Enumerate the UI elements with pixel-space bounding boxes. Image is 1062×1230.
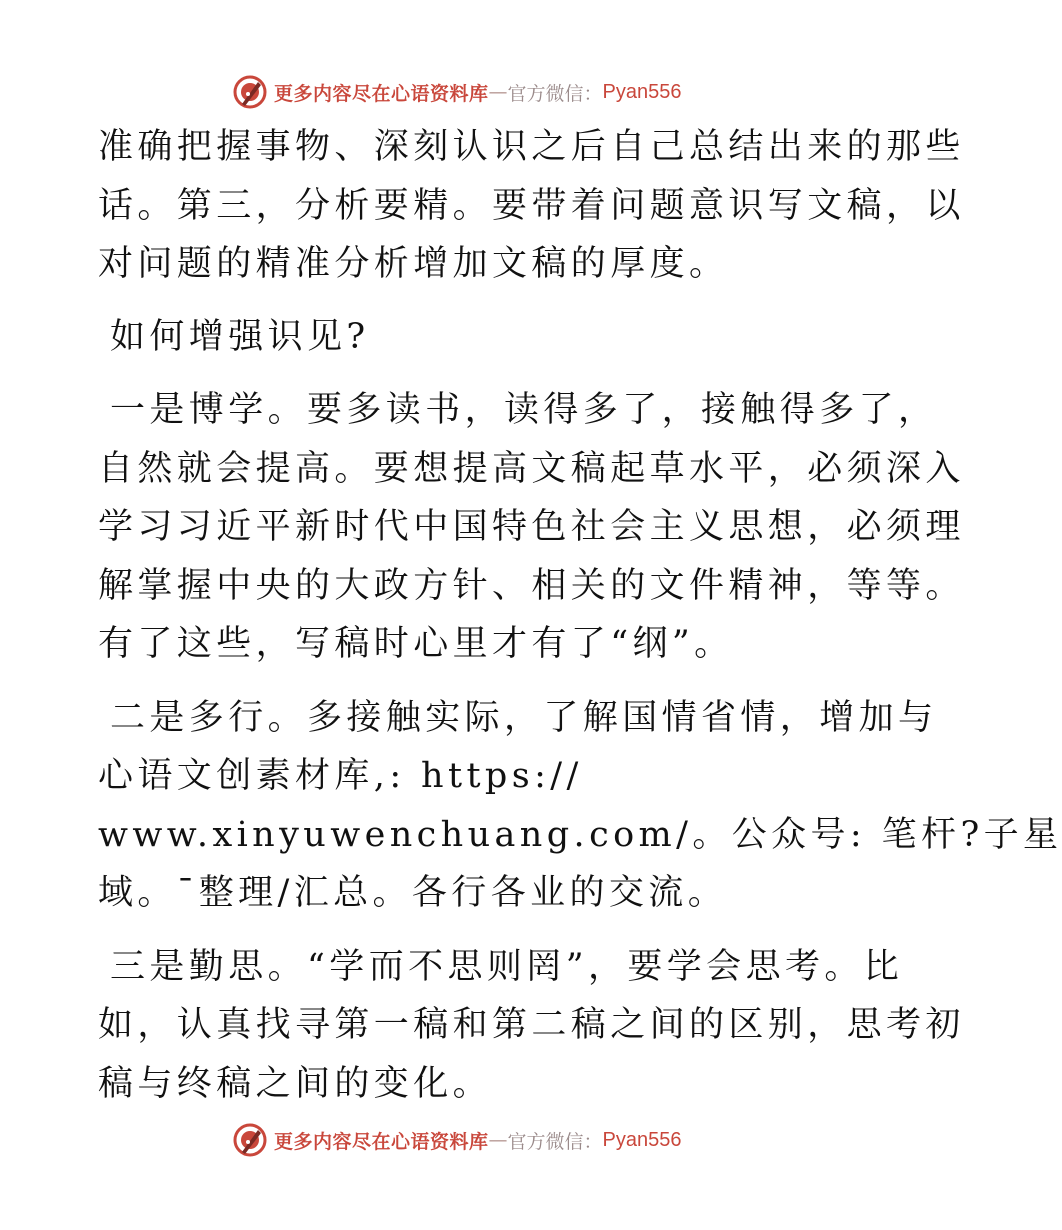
pen-nib-logo-icon (232, 74, 268, 110)
header-banner (232, 72, 712, 112)
banner-official-label: 官方微信： (507, 82, 603, 105)
text-line: 自然就会提高。要想提高文稿起草水平，必须深入 (98, 448, 965, 489)
paragraph-bo-xue (98, 381, 965, 674)
text-line: 学习习近平新时代中国特色社会主义思想，必须理 (98, 507, 965, 547)
banner-official-label: 官方微信： (507, 1130, 603, 1153)
footer-banner (232, 1120, 712, 1160)
banner-wechat-id: Pyan556 (602, 1128, 682, 1151)
text-line: 如，认真找寻第一稿和第二稿之间的区别，思考初 (98, 1005, 965, 1045)
text-line: 话。第三，分析要精。要带着问题意识写文稿，以 (98, 185, 965, 226)
text-line: 一是博学。要多读书，读得多了，接触得多了， (110, 390, 938, 430)
paragraph-qin-si (98, 938, 965, 1114)
text-line: 心语文创素材库,: https:// (98, 756, 583, 796)
banner-dash: — (488, 1129, 508, 1151)
text-line: 准确把握事物、深刻认识之后自己总结出来的那些 (98, 127, 965, 167)
paragraph-duo-xing (98, 689, 1062, 923)
text-line: 对问题的精准分析增加文稿的厚度。 (98, 244, 729, 284)
section-question (98, 308, 858, 367)
text-line: 有了这些，写稿时心里才有了“纲”。 (98, 624, 734, 664)
text-line: 如何增强识见? (110, 316, 370, 357)
text-line: 三是勤思。“学而不思则罔”，要学会思考。比 (110, 946, 904, 987)
banner-wechat-id: Pyan556 (602, 80, 682, 103)
banner-brand-text: 更多内容尽在心语资料库 (274, 82, 489, 105)
paragraph-1 (98, 118, 965, 294)
text-line: 域。¯整理/汇总。各行各业的交流。 (98, 873, 728, 913)
banner-dash: — (488, 81, 508, 103)
banner-brand-text: 更多内容尽在心语资料库 (274, 1130, 489, 1153)
text-line-url: www.xinyuwenchuang.com/。公众号: 笔杆?子星 (98, 814, 1062, 855)
text-line: 解掌握中央的大政方针、相关的文件精神，等等。 (98, 565, 965, 606)
text-line: 稿与终稿之间的变化。 (98, 1063, 493, 1104)
text-line: 二是多行。多接触实际，了解国情省情，增加与 (110, 697, 938, 738)
pen-nib-logo-icon (232, 1122, 268, 1158)
document-body (98, 118, 1062, 1113)
